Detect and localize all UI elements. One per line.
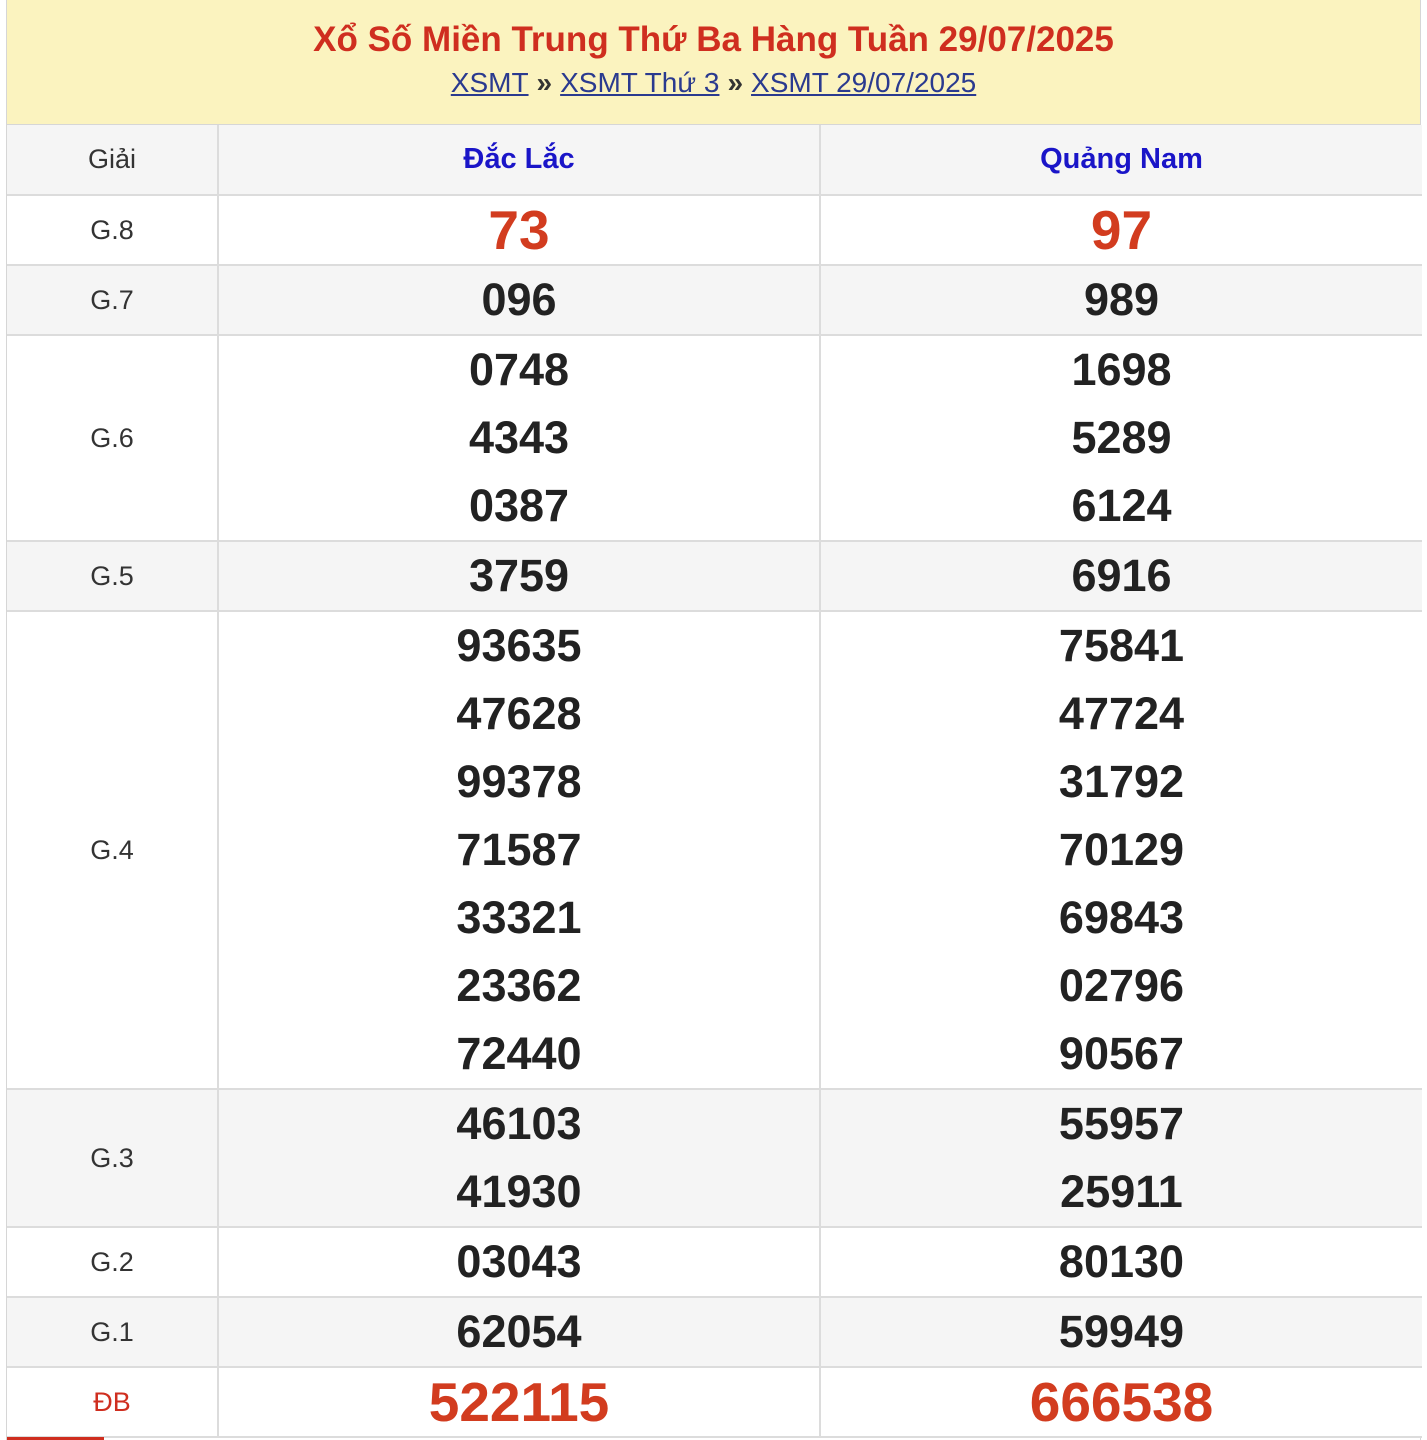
prize-label: ĐB	[7, 1367, 218, 1437]
result-number: 3759	[468, 550, 570, 601]
result-number: 02796	[1058, 960, 1185, 1011]
result-number: 1698	[1071, 344, 1172, 395]
breadcrumb-separator: »	[536, 67, 553, 98]
prize-label: G.4	[7, 611, 218, 1089]
quang-nam-result-cell	[820, 195, 1422, 265]
table-row	[7, 1227, 1422, 1297]
table-row	[7, 335, 1422, 541]
result-number: 6916	[1071, 550, 1172, 601]
result-number: 23362	[456, 960, 582, 1011]
result-number: 47724	[1058, 688, 1185, 739]
lottery-results-panel	[6, 0, 1421, 1440]
result-number: 73	[488, 199, 550, 261]
result-number: 33321	[456, 892, 582, 943]
result-number: 59949	[1058, 1306, 1185, 1357]
result-number: 096	[481, 274, 557, 325]
table-row	[7, 1089, 1422, 1227]
dak-lak-result-cell	[218, 1367, 820, 1437]
result-number: 70129	[1058, 824, 1185, 875]
prize-label: G.3	[7, 1089, 218, 1227]
dak-lak-result-cell	[218, 335, 820, 541]
prize-label: G.5	[7, 541, 218, 611]
results-header	[7, 0, 1420, 125]
quang-nam-result-cell	[820, 1089, 1422, 1227]
quang-nam-result-cell	[820, 335, 1422, 541]
result-number: 03043	[456, 1236, 582, 1287]
result-number: 5289	[1071, 412, 1172, 463]
result-number: 69843	[1058, 892, 1185, 943]
result-number: 93635	[456, 620, 582, 671]
quang-nam-result-cell	[820, 265, 1422, 335]
breadcrumb-separator: »	[727, 67, 744, 98]
result-number: 25911	[1060, 1166, 1183, 1217]
prize-label: G.7	[7, 265, 218, 335]
result-number: 99378	[456, 756, 582, 807]
result-number: 989	[1083, 274, 1160, 325]
dak-lak-result-cell	[218, 541, 820, 611]
result-number: 75841	[1058, 620, 1185, 671]
breadcrumb-xsmt-date-link[interactable]: XSMT 29/07/2025	[751, 67, 977, 98]
result-number: 46103	[456, 1098, 582, 1149]
prize-label: G.8	[7, 195, 218, 265]
dak-lak-result-cell	[218, 1089, 820, 1227]
result-number: 666538	[1029, 1371, 1214, 1433]
result-number: 62054	[456, 1306, 582, 1357]
breadcrumb-xsmt-link[interactable]: XSMT	[450, 67, 529, 98]
prize-rows	[7, 195, 1422, 1437]
result-number: 80130	[1058, 1236, 1185, 1287]
result-number: 4343	[468, 412, 570, 463]
result-number: 97	[1090, 199, 1153, 261]
result-number: 522115	[428, 1371, 610, 1433]
table-row	[7, 195, 1422, 265]
table-row	[7, 541, 1422, 611]
quang-nam-result-cell	[820, 611, 1422, 1089]
quang-nam-result-cell	[820, 1367, 1422, 1437]
result-number: 41930	[456, 1166, 582, 1217]
result-number: 6124	[1071, 480, 1172, 531]
breadcrumb-xsmt-thu3-link[interactable]: XSMT Thứ 3	[560, 67, 720, 98]
dak-lak-result-cell	[218, 1297, 820, 1367]
breadcrumb	[7, 66, 1420, 100]
quang-nam-result-cell	[820, 1227, 1422, 1297]
prize-column-header: Giải	[7, 125, 218, 195]
result-number: 47628	[456, 688, 582, 739]
dak-lak-result-cell	[218, 611, 820, 1089]
result-number: 71587	[456, 824, 582, 875]
result-number: 72440	[456, 1028, 582, 1079]
table-row	[7, 1367, 1422, 1437]
result-number: 0748	[468, 344, 570, 395]
prize-label: G.2	[7, 1227, 218, 1297]
dak-lak-result-cell	[218, 1227, 820, 1297]
province-header-dak-lak: Đắc Lắc	[218, 125, 820, 195]
dak-lak-result-cell	[218, 265, 820, 335]
result-number: 55957	[1058, 1098, 1185, 1149]
result-number: 0387	[468, 480, 570, 531]
table-row	[7, 611, 1422, 1089]
page-title: Xổ Số Miền Trung Thứ Ba Hàng Tuần 29/07/2025	[313, 20, 1114, 59]
table-row	[7, 1297, 1422, 1367]
dak-lak-result-cell	[218, 195, 820, 265]
quang-nam-result-cell	[820, 1297, 1422, 1367]
prize-label: G.1	[7, 1297, 218, 1367]
table-header-row	[7, 125, 1422, 195]
results-table	[7, 125, 1422, 1438]
table-row	[7, 265, 1422, 335]
quang-nam-result-cell	[820, 541, 1422, 611]
province-header-quang-nam: Quảng Nam	[820, 125, 1422, 195]
result-number: 31792	[1058, 756, 1185, 807]
prize-label: G.6	[7, 335, 218, 541]
result-number: 90567	[1058, 1028, 1185, 1079]
